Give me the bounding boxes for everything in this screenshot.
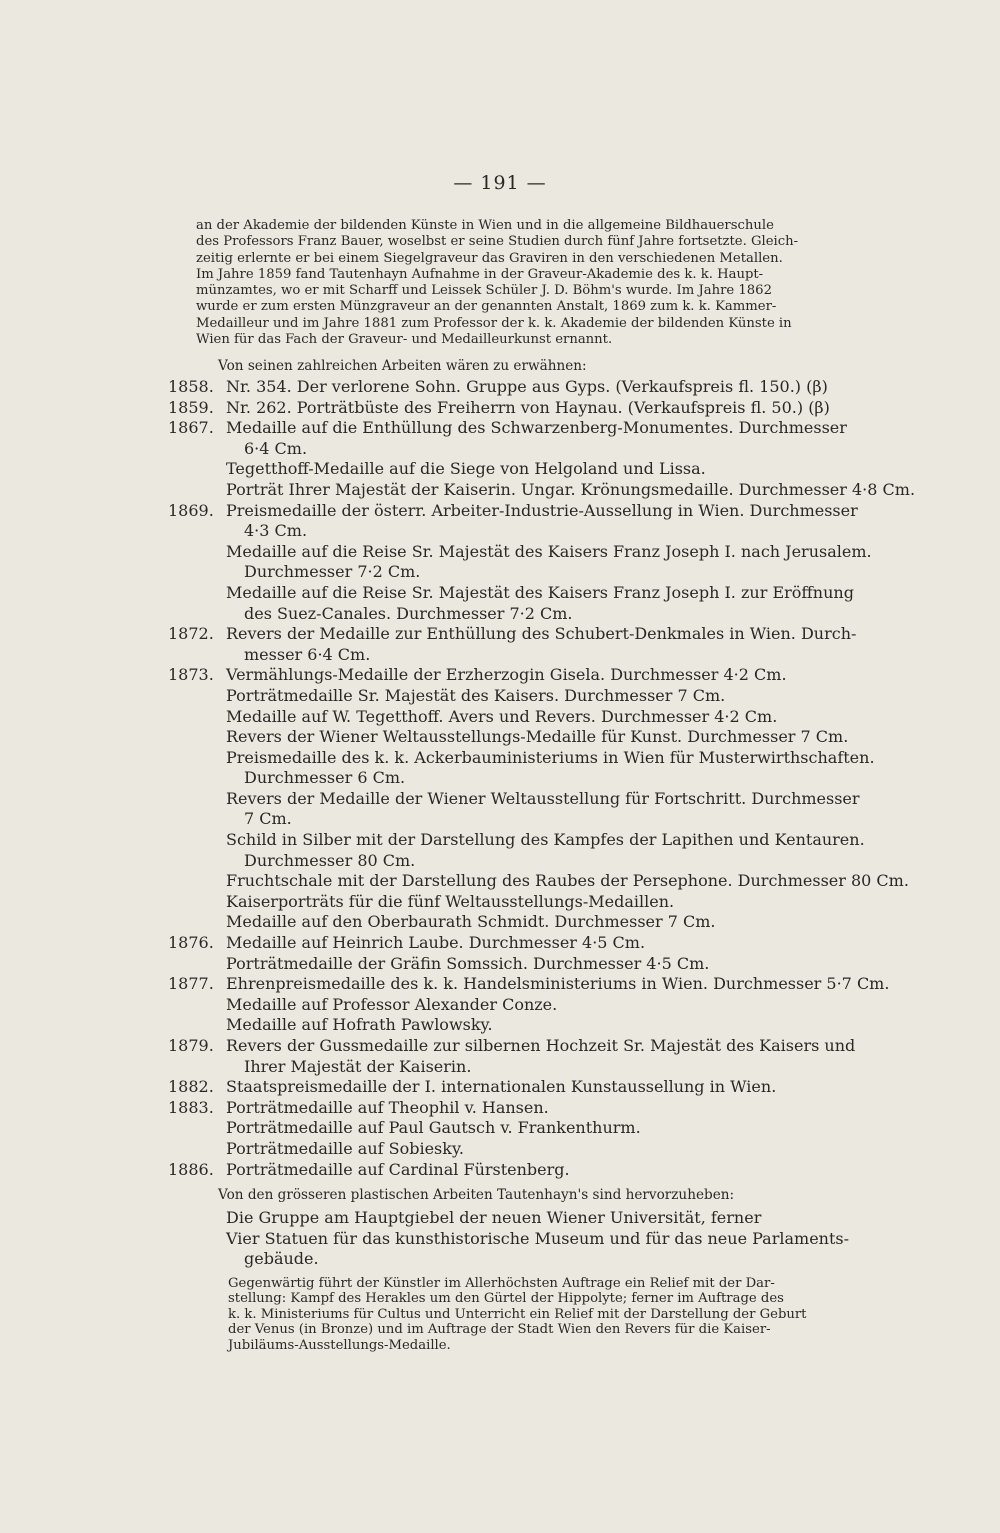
work-entry [168, 439, 868, 460]
work-entry [168, 789, 868, 810]
intro-line: zeitig erlernte er bei einem Siegelgraveur das Graviren in den verschiedenen Metallen. [196, 250, 783, 266]
work-description: Preismedaille des k. k. Ackerbauministeriums in Wien für Musterwirthschaften. [226, 747, 875, 767]
plastic-work-text: Die Gruppe am Hauptgiebel der neuen Wiener Universität, ferner [226, 1208, 762, 1227]
work-year: 1877. [168, 974, 214, 994]
work-description: Kaiserporträts für die fünf Weltausstellungs-Medaillen. [226, 891, 675, 911]
work-year: 1859. [168, 397, 214, 417]
work-description: Ehrenpreismedaille des k. k. Handelsministeriums in Wien. Durchmesser 5·7 Cm. [226, 974, 890, 994]
work-description: Porträtmedaille auf Sobiesky. [226, 1138, 464, 1158]
work-entry [168, 418, 868, 439]
work-entry [168, 871, 909, 892]
work-entry [168, 521, 868, 542]
work-description: 6·4 Cm. [244, 438, 308, 458]
work-description: Medaille auf die Enthüllung des Schwarzenberg-Monumentes. Durchmesser [226, 418, 847, 438]
closing-line: k. k. Ministeriums für Cultus und Unterricht ein Relief mit der Darstellung der Geburt [228, 1306, 807, 1322]
closing-paragraph [228, 1276, 866, 1353]
work-year: 1879. [168, 1036, 214, 1055]
work-entry [168, 892, 868, 913]
work-description: Porträtmedaille Sr. Majestät des Kaisers. Durchmesser 7 Cm. [226, 685, 726, 705]
work-entry [168, 747, 875, 769]
works-lead-sentence: Von seinen zahlreichen Arbeiten wären zu erwähnen: [218, 358, 587, 374]
works-list [168, 377, 916, 1180]
work-description: Medaille auf W. Tegetthoff. Avers und Revers. Durchmesser 4·2 Cm. [226, 706, 778, 726]
work-description: des Suez-Canales. Durchmesser 7·2 Cm. [244, 603, 573, 623]
work-entry [168, 1077, 868, 1098]
work-description: Ihrer Majestät der Kaiserin. [244, 1056, 472, 1076]
work-entry [168, 707, 868, 728]
work-entry [168, 398, 868, 419]
work-entry [168, 768, 868, 789]
work-description: Medaille auf den Oberbaurath Schmidt. Durchmesser 7 Cm. [226, 912, 716, 932]
work-description: Staatspreismedaille der I. internationalen Kunstaussellung in Wien. [226, 1077, 777, 1097]
work-description: Fruchtschale mit der Darstellung des Raubes der Persephone. Durchmesser 80 Cm. [226, 871, 909, 891]
work-entry [168, 459, 868, 480]
plastic-work-entry [226, 1249, 866, 1270]
plastic-works-note: Von den grösseren plastischen Arbeiten Tautenhayn's sind hervorzuheben: [218, 1187, 735, 1203]
work-description: Porträtmedaille auf Paul Gautsch v. Frankenthurm. [226, 1118, 641, 1138]
work-description: Medaille auf Professor Alexander Conze. [226, 994, 558, 1014]
work-description: 4·3 Cm. [244, 521, 308, 541]
intro-line: münzamtes, wo er mit Scharff und Leissek Schüler J. D. Böhm's wurde. Im Jahre 1862 [196, 283, 772, 299]
work-entry [168, 974, 890, 995]
work-entry [168, 1118, 868, 1139]
work-description: Revers der Wiener Weltausstellungs-Medaille für Kunst. Durchmesser 7 Cm. [226, 727, 849, 747]
work-entry [168, 583, 868, 604]
work-description: 7 Cm. [244, 809, 292, 829]
work-entry [168, 727, 868, 748]
work-entry [168, 686, 868, 707]
work-description: Nr. 354. Der verlorene Sohn. Gruppe aus Gyps. (Verkaufspreis fl. 150.) (β) [226, 377, 828, 396]
work-year: 1867. [168, 418, 214, 438]
work-year: 1876. [168, 933, 214, 953]
work-entry [168, 1139, 868, 1160]
page-number: — 191 — [453, 172, 547, 194]
work-description: Revers der Medaille zur Enthüllung des Schubert-Denkmales in Wien. Durch- [226, 624, 857, 644]
work-entry [168, 624, 868, 645]
work-description: Porträtmedaille auf Cardinal Fürstenberg. [226, 1159, 570, 1179]
plastic-work-entry [226, 1229, 866, 1250]
work-entry [168, 1015, 868, 1036]
work-year: 1869. [168, 500, 214, 520]
work-description: Tegetthoff-Medaille auf die Siege von Helgoland und Lissa. [226, 459, 706, 479]
work-description: Medaille auf die Reise Sr. Majestät des Kaisers Franz Joseph I. nach Jerusalem. [226, 541, 872, 561]
work-entry [168, 954, 868, 975]
work-entry [168, 933, 868, 954]
work-entry [168, 665, 868, 686]
work-description: Schild in Silber mit der Darstellung des Kampfes der Lapithen und Kentauren. [226, 830, 865, 850]
plastic-work-text: gebäude. [244, 1249, 319, 1269]
work-entry [168, 851, 868, 872]
work-entry [168, 645, 868, 666]
work-entry [168, 912, 868, 933]
work-year: 1873. [168, 665, 214, 685]
intro-line: Im Jahre 1859 fand Tautenhayn Aufnahme in der Graveur-Akademie des k. k. Haupt- [196, 266, 764, 282]
work-description: Preismedaille der österr. Arbeiter-Industrie-Aussellung in Wien. Durchmesser [226, 500, 858, 520]
work-description: messer 6·4 Cm. [244, 644, 371, 664]
work-entry [168, 604, 868, 625]
work-entry [168, 1057, 868, 1078]
work-entry [168, 1098, 868, 1119]
work-entry [168, 995, 868, 1016]
closing-line: Jubiläums-Ausstellungs-Medaille. [228, 1337, 451, 1353]
work-description: Revers der Medaille der Wiener Weltausstellung für Fortschritt. Durchmesser [226, 788, 860, 808]
work-entry [168, 830, 868, 851]
work-description: Porträt Ihrer Majestät der Kaiserin. Ungar. Krönungsmedaille. Durchmesser 4·8 Cm. [226, 479, 916, 499]
intro-line: an der Akademie der bildenden Künste in Wien und in die allgemeine Bildhauerschule [196, 218, 774, 233]
work-entry [168, 1160, 868, 1181]
work-entry [168, 562, 868, 583]
work-description: Nr. 262. Porträtbüste des Freiherrn von Haynau. (Verkaufspreis fl. 50.) (β) [226, 397, 830, 417]
plastic-works-list [226, 1208, 866, 1270]
intro-line: des Professors Franz Bauer, woselbst er seine Studien durch fünf Jahre fortsetzte. Gleich- [196, 234, 799, 250]
work-year: 1872. [168, 624, 214, 644]
work-entry [168, 479, 916, 501]
work-description: Porträtmedaille der Gräfin Somssich. Durchmesser 4·5 Cm. [226, 953, 710, 973]
intro-line: Wien für das Fach der Graveur- und Medailleurkunst ernannt. [196, 332, 613, 348]
plastic-work-text: Vier Statuen für das kunsthistorische Museum und für das neue Parlaments- [226, 1228, 850, 1248]
closing-line: der Venus (in Bronze) und im Auftrage der Stadt Wien den Revers für die Kaiser- [228, 1322, 771, 1338]
intro-paragraph [196, 218, 866, 348]
work-year: 1882. [168, 1077, 214, 1097]
work-description: Medaille auf Heinrich Laube. Durchmesser 4·5 Cm. [226, 933, 646, 953]
work-description: Durchmesser 80 Cm. [244, 850, 416, 870]
intro-line: wurde er zum ersten Münzgraveur an der genannten Anstalt, 1869 zum k. k. Kammer- [196, 299, 777, 315]
work-year: 1883. [168, 1097, 214, 1117]
work-entry [168, 1036, 868, 1057]
work-year: 1886. [168, 1159, 214, 1179]
work-description: Medaille auf Hofrath Pawlowsky. [226, 1015, 493, 1035]
work-description: Medaille auf die Reise Sr. Majestät des Kaisers Franz Joseph I. zur Eröffnung [226, 582, 854, 602]
work-description: Vermählungs-Medaille der Erzherzogin Gisela. Durchmesser 4·2 Cm. [226, 665, 787, 685]
closing-line: Gegenwärtig führt der Künstler im Allerhöchsten Auftrage ein Relief mit der Dar- [228, 1276, 775, 1291]
work-description: Porträtmedaille auf Theophil v. Hansen. [226, 1097, 549, 1117]
work-description: Durchmesser 6 Cm. [244, 768, 406, 788]
work-description: Durchmesser 7·2 Cm. [244, 562, 421, 582]
work-entry [168, 501, 868, 522]
closing-line: stellung: Kampf des Herakles um den Gürtel der Hippolyte; ferner im Auftrage des [228, 1291, 784, 1307]
intro-line: Medailleur und im Jahre 1881 zum Professor der k. k. Akademie der bildenden Künste in [196, 315, 792, 331]
work-entry [168, 541, 872, 563]
work-entry [168, 809, 868, 830]
plastic-work-entry [226, 1208, 866, 1229]
work-entry [168, 377, 868, 398]
work-description: Revers der Gussmedaille zur silbernen Hochzeit Sr. Majestät des Kaisers und [226, 1036, 856, 1055]
work-year: 1858. [168, 377, 214, 396]
